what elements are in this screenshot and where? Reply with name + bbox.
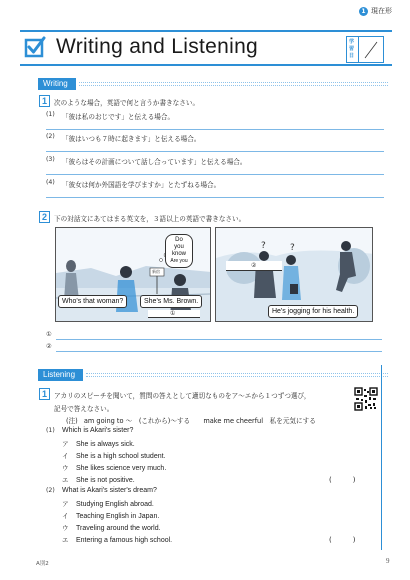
listening-q1-number: 1 (39, 388, 50, 400)
section-dotted-rule (79, 82, 388, 86)
choice-text: Studying English abroad. (76, 501, 154, 508)
answer-line[interactable] (56, 339, 382, 340)
choice-item[interactable] (62, 511, 159, 520)
study-date-divider (358, 37, 359, 62)
margin-rule (381, 365, 382, 550)
choice-item[interactable] (62, 523, 161, 532)
choice-kana: イ (62, 512, 69, 520)
writing-q1-item3-num: (3) (46, 156, 55, 163)
choice-item[interactable] (62, 535, 172, 544)
choice-kana: ウ (62, 464, 69, 472)
choice-text: Teaching English in Japan. (76, 513, 160, 520)
listening-section-label: Listening (38, 369, 83, 381)
blank-answer-box-1[interactable] (148, 310, 200, 318)
listening-q1-instruction-line2: 記号で答えなさい。 (54, 405, 114, 413)
choice-kana: イ (62, 452, 69, 460)
date-slash-icon (361, 40, 381, 60)
answer-line[interactable] (46, 197, 384, 198)
page-header (20, 30, 392, 66)
page-title: Writing and Listening (56, 35, 259, 58)
svg-text:?: ? (290, 243, 295, 253)
choice-item[interactable] (62, 451, 166, 460)
choice-item[interactable] (62, 439, 135, 448)
answer-parens-2[interactable]: ( ) (329, 536, 356, 544)
listening-q1-1-num: (1) (46, 427, 55, 434)
choice-kana: ア (62, 500, 69, 508)
writing-q1-item4-num: (4) (46, 179, 55, 186)
writing-q1-item2-num: (2) (46, 133, 55, 140)
speech-bubble-do-you-know: Do you know Are you (165, 234, 193, 268)
choice-kana: ウ (62, 524, 69, 532)
svg-text:?: ? (261, 241, 266, 251)
choice-kana: エ (62, 536, 69, 544)
illustration-panel-right (215, 227, 373, 322)
writing-q2-instruction: 下の対話文にあてはまる英文を，３語以上の英語で書きなさい。 (54, 215, 246, 223)
answer-2-marker: ② (46, 343, 52, 350)
answer-line[interactable] (46, 129, 384, 130)
choice-text: She likes science very much. (76, 465, 167, 472)
checkbox-check-icon (24, 36, 46, 58)
vocab-note (66, 415, 316, 425)
writing-q1-item1-num: (1) (46, 111, 55, 118)
speech-bubble-shes-ms-brown: She's Ms. Brown. (140, 295, 202, 308)
listening-q1-1-text: Which is Akari's sister? (62, 427, 134, 434)
writing-q1-item4-text: 「彼女は何か外国語を学びますか」とたずねる場合。 (62, 181, 221, 189)
chapter-tag (359, 6, 392, 16)
choice-kana: エ (62, 476, 69, 484)
answer-line[interactable] (46, 174, 384, 175)
chapter-title: 現在形 (371, 7, 392, 15)
study-date-label: 学習日 (349, 39, 355, 59)
choice-text: She is a high school student. (76, 453, 166, 460)
listening-q1-instruction-line1: アカリのスピーチを聞いて，質問の答えとして適切なものをア～エから１つずつ選び， (54, 392, 311, 400)
footer-code: A別2 (36, 561, 49, 567)
choice-text: She is always sick. (76, 441, 135, 448)
choice-text: She is not positive. (76, 477, 135, 484)
blank-marker-1: ① (170, 310, 176, 317)
section-dotted-rule (86, 373, 388, 377)
writing-q1-instruction: 次のような場合，英語で何と言うか書きなさい。 (54, 99, 200, 107)
writing-q2-number: 2 (39, 211, 50, 223)
sign-text: 新宿 (152, 269, 160, 274)
vocab-note-terms: am going to ～ (これから)～する make me cheerful 私を元気にする (83, 417, 316, 425)
writing-q1-item3-text: 「彼らはその計画について話し合っています」と伝える場合。 (62, 158, 247, 166)
listening-q1-2-text: What is Akari's sister's dream? (62, 487, 157, 494)
answer-1-marker: ① (46, 331, 52, 338)
choice-item[interactable] (62, 475, 135, 484)
writing-q1-item1-text: 「彼は私のおじです」と伝える場合。 (62, 113, 175, 121)
choice-text: Entering a famous high school. (76, 537, 173, 544)
answer-parens-1[interactable]: ( ) (329, 476, 356, 484)
writing-section-label: Writing (38, 78, 76, 90)
answer-line[interactable] (46, 151, 384, 152)
writing-q1-number: 1 (39, 95, 50, 107)
qr-code-icon[interactable] (354, 387, 378, 411)
chapter-number-badge: 1 (359, 7, 368, 16)
listening-q1-2-num: (2) (46, 487, 55, 494)
study-date-box[interactable] (346, 36, 384, 63)
writing-section-bar (38, 78, 388, 90)
writing-q1-item2-text: 「彼はいつも７時に起きます」と伝える場合。 (62, 135, 201, 143)
choice-kana: ア (62, 440, 69, 448)
choice-item[interactable] (62, 499, 154, 508)
speech-bubble-whos-that: Who's that woman? (58, 295, 127, 308)
choice-text: Traveling around the world. (76, 525, 161, 532)
blank-answer-box-2[interactable] (226, 261, 282, 271)
vocab-note-label: (注) (66, 417, 78, 425)
blank-marker-2: ② (251, 262, 257, 269)
illustration-panel-left (55, 227, 211, 322)
listening-section-bar (38, 369, 388, 381)
speech-bubble-jogging: He's jogging for his health. (268, 305, 358, 318)
answer-line[interactable] (56, 351, 382, 352)
choice-item[interactable] (62, 463, 166, 472)
page-number: 9 (386, 557, 390, 565)
